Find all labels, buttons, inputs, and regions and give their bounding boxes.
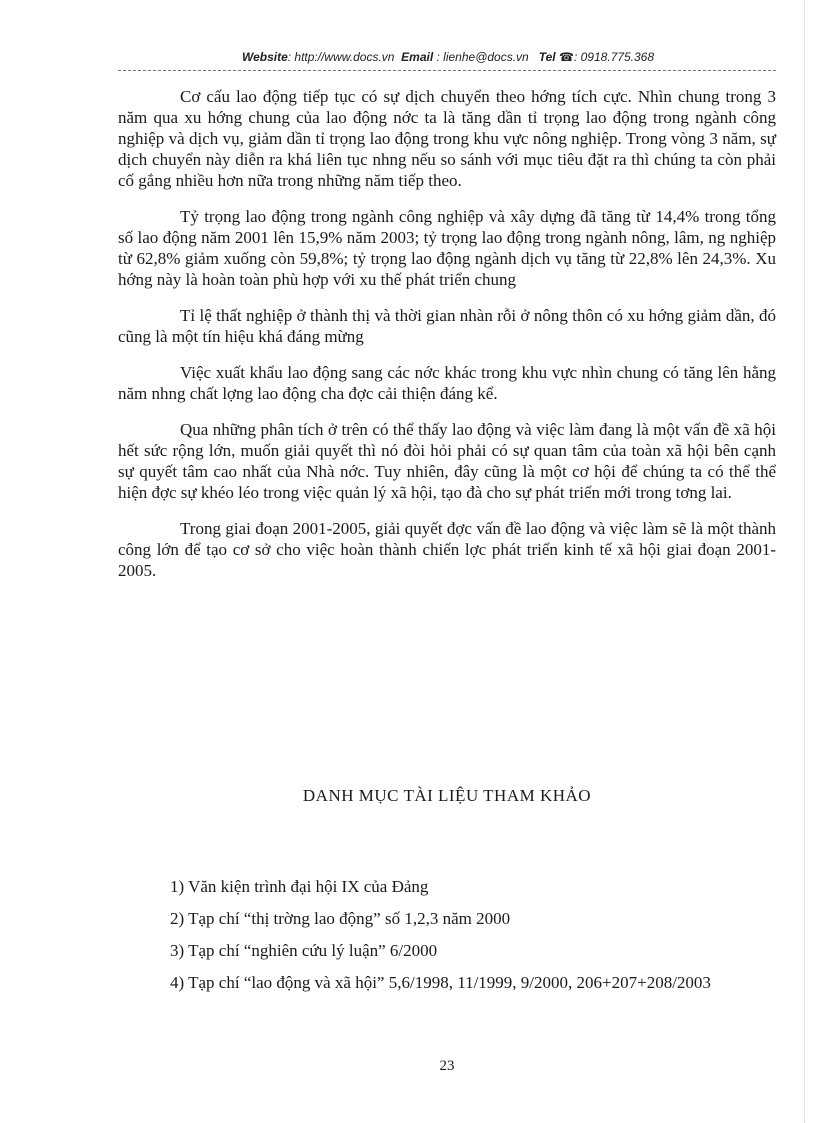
reference-item: 4) Tạp chí “lao động và xã hội” 5,6/1998, 11/1999, 9/2000, 206+207+208/2003 bbox=[170, 973, 711, 992]
page-number: 23 bbox=[439, 1058, 455, 1074]
tel-number: : 0918.775.368 bbox=[573, 50, 655, 64]
website-label: Website bbox=[241, 50, 288, 64]
reference-item: 2) Tạp chí “thị trờng lao động” số 1,2,3 năm 2000 bbox=[170, 909, 511, 928]
reference-item: 3) Tạp chí “nghiên cứu lý luận” 6/2000 bbox=[170, 941, 438, 960]
phone-icon: ☎ bbox=[559, 50, 574, 64]
paragraph: Cơ cấu lao động tiếp tục có sự dịch chuyển theo hớng tích cực. Nhìn chung trong 3 năm qua xu hớng chung của lao động nớc ta là tăng dần tỉ trọng lao động trong ngành công nghiệp và dịch vụ, giảm dần tỉ trọng lao động trong khu vực nông nghiệp. Trong vòng 3 năm, sự dịch chuyển này diễn ra khá liên tục nhng nếu so sánh với mục tiêu đặt ra thì chúng ta còn phải cố gắng nhiều hơn nữa trong những năm tiếp theo. bbox=[118, 87, 776, 190]
email-address[interactable]: : lienhe@docs.vn bbox=[436, 50, 529, 64]
paragraph: Tỉ lệ thất nghiệp ở thành thị và thời gian nhàn rỗi ở nông thôn có xu hớng giảm dần, đó cũng là một tín hiệu khá đáng mừng bbox=[118, 306, 776, 346]
email-label: Email bbox=[401, 50, 434, 64]
tel-label: Tel bbox=[538, 50, 556, 64]
paragraph: Tỷ trọng lao động trong ngành công nghiệp và xây dựng đã tăng từ 14,4% trong tổng số lao động năm 2001 lên 15,9% năm 2003; tỷ trọng lao động trong ngành nông, lâm, ng nghiệp từ 62,8% giảm xuống còn 59,8%; tỷ trọng lao động ngành dịch vụ tăng từ 22,8% lên 24,3%. Xu hớng này là hoàn toàn phù hợp với xu thế phát triển chung bbox=[118, 207, 776, 289]
document-body bbox=[118, 86, 776, 596]
paragraph: Trong giai đoạn 2001-2005, giải quyết đợc vấn đề lao động và việc làm sẽ là một thành công lớn để tạo cơ sở cho việc hoàn thành chiến lợc phát triển kinh tế xã hội giai đoạn 2001-2005. bbox=[118, 519, 776, 580]
paragraph: Qua những phân tích ở trên có thể thấy lao động và việc làm đang là một vấn đề xã hội hết sức rộng lớn, muốn giải quyết thì nó đòi hỏi phải có sự quan tâm của toàn xã hội bên cạnh sự quyết tâm cao nhất của Nhà nớc. Tuy nhiên, đây cũng là một cơ hội để chúng ta có thể thể hiện đợc sự khéo léo trong việc quản lý xã hội, tạo đà cho sự phát triển mới trong tơng lai. bbox=[118, 420, 776, 502]
paragraph: Việc xuất khẩu lao động sang các nớc khác trong khu vực nhìn chung có tăng lên hằng năm nhng chất lợng lao động cha đợc cải thiện đáng kể. bbox=[118, 363, 776, 403]
references-list bbox=[118, 876, 776, 1004]
website-url[interactable]: : http://www.docs.vn bbox=[287, 50, 395, 64]
references-heading: DANH MỤC TÀI LIỆU THAM KHẢO bbox=[302, 786, 592, 805]
reference-item: 1) Văn kiện trình đại hội IX của Đảng bbox=[170, 877, 429, 896]
page-header bbox=[120, 50, 776, 64]
margin-guide bbox=[804, 0, 805, 1123]
header-divider bbox=[118, 70, 776, 71]
